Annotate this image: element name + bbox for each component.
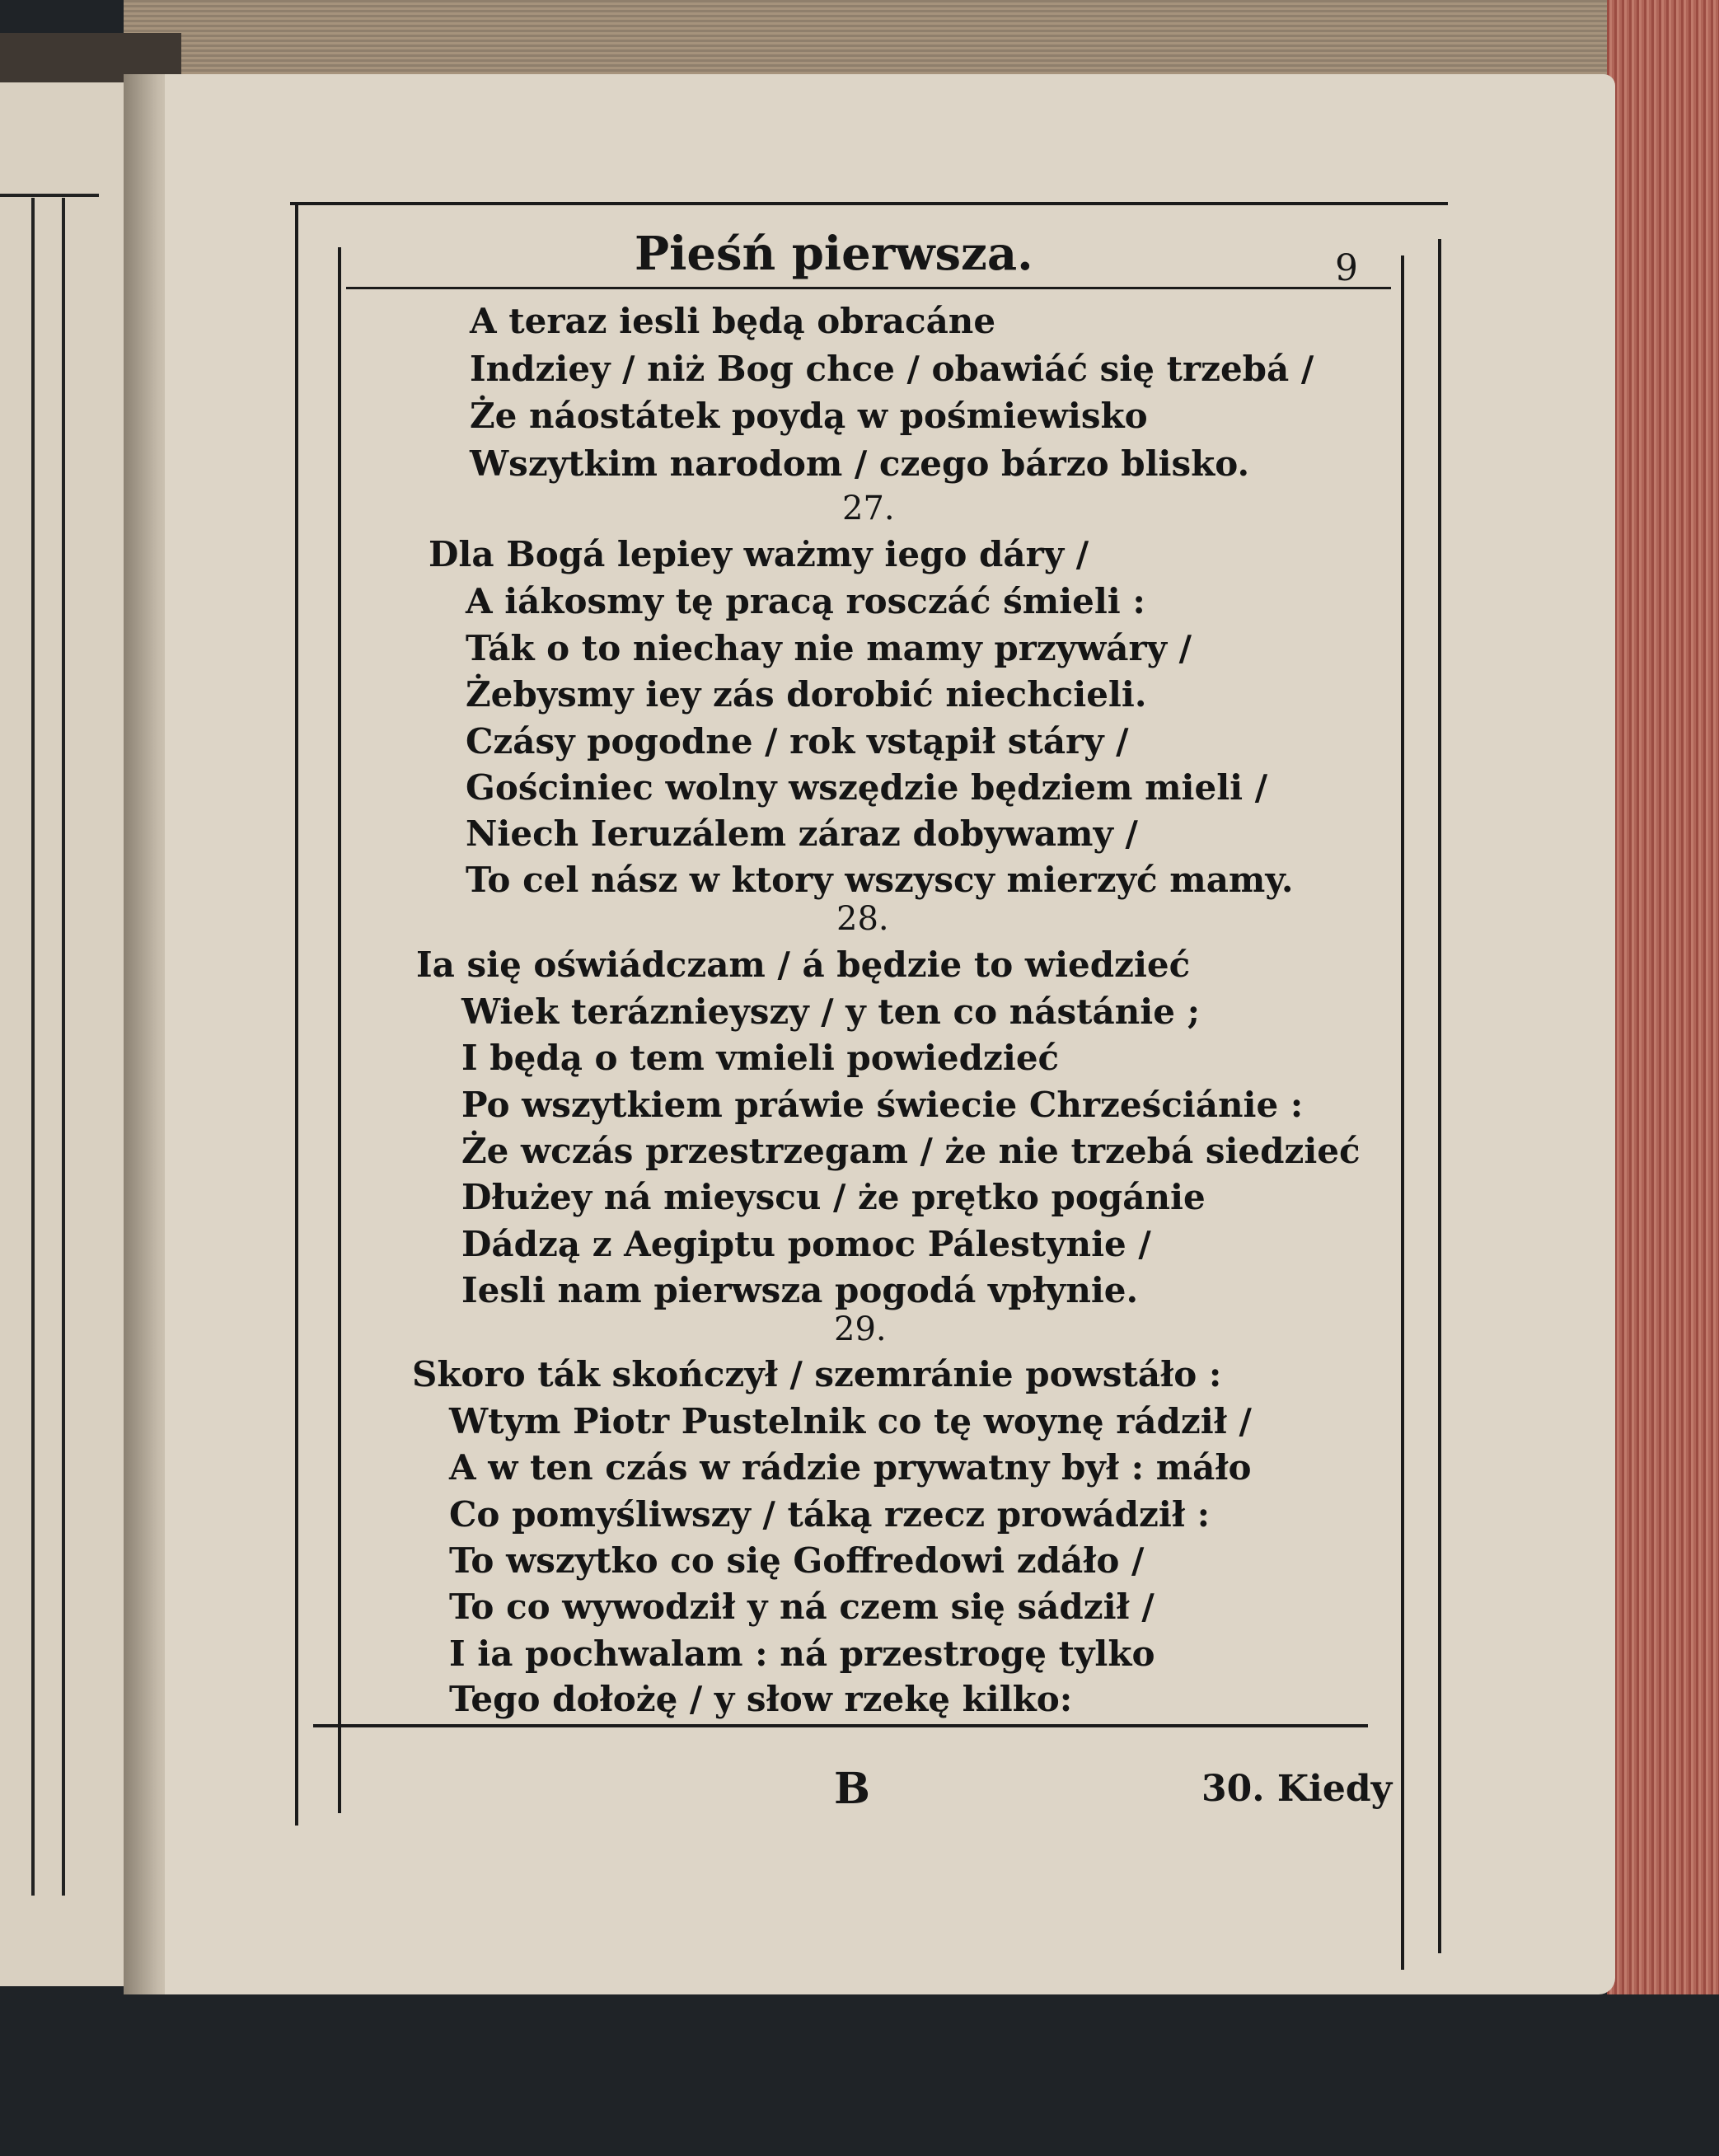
verse-line: A iákosmy tę pracą rosczáć śmieli : [466,581,1145,621]
verse-line: Żebysmy iey zás dorobić niechcieli. [466,674,1147,715]
verse-line: Iesli nam pierwsza pogodá vpłynie. [461,1270,1139,1310]
verse-line: Tego dołożę / y słow rzekę kilko: [449,1679,1073,1719]
book-fore-edge [1607,0,1719,1994]
left-border-inner [338,247,341,1813]
verse-line: Dłużey ná mieyscu / że prętko pogánie [461,1177,1206,1217]
verse-line: Ták o to niechay nie mamy przywáry / [466,628,1192,668]
left-page-border [31,198,35,1896]
right-border-inner [1401,255,1404,1970]
left-page-border [62,198,65,1896]
verse-line: Gościniec wolny wszędzie będziem mieli / [466,767,1268,808]
verse-line: To co wywodził y ná czem się sádził / [449,1587,1155,1627]
verse-line: I ia pochwalam : ná przestrogę tylko [449,1633,1155,1674]
verse-line: Indziey / niż Bog chce / obawiáć się trzebá / [470,349,1314,389]
page-number: 9 [1335,247,1358,289]
right-border-outer [1438,239,1441,1953]
left-border-outer [295,202,298,1826]
stanza-number: 29. [834,1310,887,1348]
verse-line: Dádzą z Aegiptu pomoc Pálestynie / [461,1224,1151,1264]
page-title: Pieśń pierwsza. [635,227,1033,281]
catchword: 30. Kiedy [1201,1768,1393,1810]
verse-line: To wszytko co się Goffredowi zdáło / [449,1540,1145,1581]
verse-line: Czásy pogodne / rok vstąpił stáry / [466,721,1129,762]
verse-line: Skoro ták skończył / szemránie powstáło : [412,1354,1222,1394]
stanza-number: 27. [842,490,895,527]
verse-line: Że wczás przestrzegam / że nie trzebá siedzieć [461,1131,1361,1171]
verse-line: Wszytkim narodom / czego bárzo blisko. [470,443,1250,484]
top-rule [290,202,1448,205]
verse-line: Niech Ieruzálem záraz dobywamy / [466,813,1138,854]
left-page-rule [0,194,99,197]
verse-line: Co pomyśliwszy / táką rzecz prowádził : [449,1494,1211,1535]
verse-line: A w ten czás w rádzie prywatny był : máło [449,1447,1252,1488]
verse-line: To cel nász w ktory wszyscy mierzyć mamy. [466,860,1294,900]
stanza-number: 28. [836,900,889,938]
signature-mark: B [834,1764,870,1814]
verse-line: I będą o tem vmieli powiedzieć [461,1038,1060,1078]
verse-line: A teraz iesli będą obracáne [470,301,996,341]
verse-line: Wiek teráznieyszy / y ten co nástánie ; [461,991,1201,1032]
verse-line: Ia się oświádczam / á będzie to wiedzieć [416,944,1191,985]
verse-line: Że náostátek poydą w pośmiewisko [470,396,1148,436]
verse-line: Po wszytkiem práwie świecie Chrześciánie : [461,1085,1304,1125]
verse-line: Dla Bogá lepiey ważmy iego dáry / [429,534,1089,574]
bottom-rule [313,1724,1368,1727]
verse-line: Wtym Piotr Pustelnik co tę woynę rádził / [449,1401,1252,1441]
